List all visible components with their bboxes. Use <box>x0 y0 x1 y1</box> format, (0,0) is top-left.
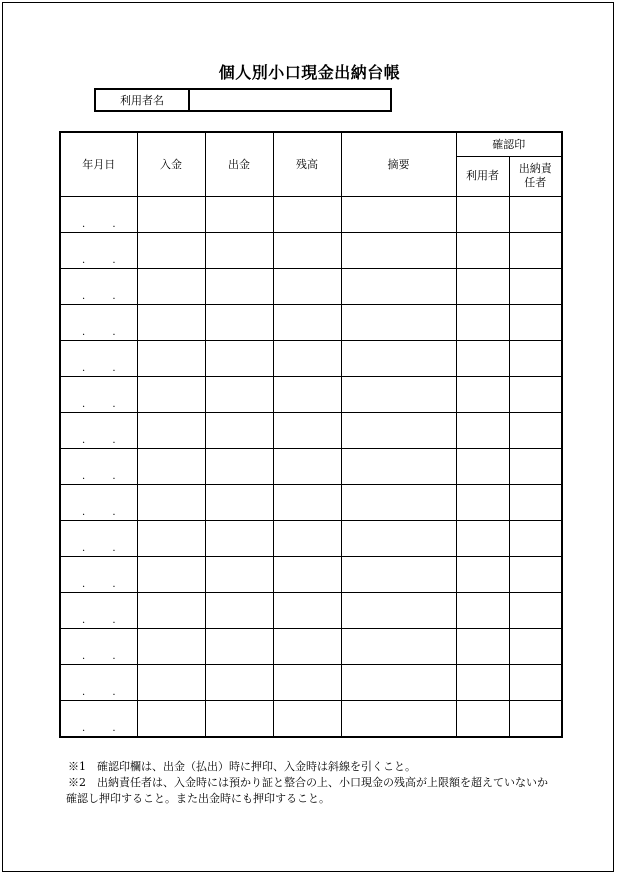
cell-deposit[interactable] <box>137 664 205 700</box>
cell-date[interactable] <box>60 412 137 448</box>
date-placeholder: . . <box>81 614 128 626</box>
ledger-body <box>60 196 562 737</box>
date-placeholder: . . <box>81 362 128 374</box>
cell-withdrawal[interactable] <box>205 664 273 700</box>
cell-withdrawal[interactable] <box>205 412 273 448</box>
table-row <box>60 484 562 520</box>
cell-summary[interactable] <box>341 484 456 520</box>
cell-balance[interactable] <box>273 628 341 664</box>
date-placeholder: . . <box>81 398 128 410</box>
note-2: ※2 出納責任者は、入金時には預かり証と整合の上、小口現金の残高が上限額を超えていないか確認し押印すること。また出金時にも押印すること。 <box>66 776 548 805</box>
cell-confirm-user[interactable] <box>456 628 509 664</box>
cell-balance[interactable] <box>273 520 341 556</box>
table-row <box>60 196 562 232</box>
cell-withdrawal[interactable] <box>205 232 273 268</box>
cell-confirm-officer[interactable] <box>509 340 562 376</box>
date-placeholder: . . <box>81 542 128 554</box>
cell-date[interactable] <box>60 196 137 232</box>
ledger-table <box>59 131 563 738</box>
header-confirm-officer-label: 出納責任者 <box>518 162 552 189</box>
date-placeholder: . . <box>81 578 128 590</box>
cell-date[interactable] <box>60 448 137 484</box>
cell-date[interactable] <box>60 592 137 628</box>
cell-balance[interactable] <box>273 304 341 340</box>
cell-confirm-officer[interactable] <box>509 520 562 556</box>
cell-confirm-officer[interactable] <box>509 232 562 268</box>
table-row <box>60 700 562 737</box>
header-confirm: 確認印 <box>456 132 562 156</box>
cell-confirm-user[interactable] <box>456 700 509 737</box>
cell-summary[interactable] <box>341 592 456 628</box>
user-name-box <box>94 88 392 112</box>
header-withdrawal: 出金 <box>205 132 273 196</box>
cell-confirm-user[interactable] <box>456 484 509 520</box>
cell-summary[interactable] <box>341 448 456 484</box>
cell-balance[interactable] <box>273 556 341 592</box>
cell-deposit[interactable] <box>137 484 205 520</box>
cell-date[interactable] <box>60 520 137 556</box>
cell-date[interactable] <box>60 628 137 664</box>
cell-summary[interactable] <box>341 700 456 737</box>
cell-confirm-user[interactable] <box>456 592 509 628</box>
cell-withdrawal[interactable] <box>205 556 273 592</box>
cell-confirm-user[interactable] <box>456 664 509 700</box>
cell-confirm-user[interactable] <box>456 196 509 232</box>
cell-withdrawal[interactable] <box>205 448 273 484</box>
cell-deposit[interactable] <box>137 628 205 664</box>
cell-confirm-officer[interactable] <box>509 556 562 592</box>
cell-date[interactable] <box>60 304 137 340</box>
table-row <box>60 232 562 268</box>
cell-summary[interactable] <box>341 232 456 268</box>
date-placeholder: . . <box>81 434 128 446</box>
cell-balance[interactable] <box>273 484 341 520</box>
date-placeholder: . . <box>81 722 128 734</box>
cell-deposit[interactable] <box>137 448 205 484</box>
cell-confirm-user[interactable] <box>456 376 509 412</box>
cell-summary[interactable] <box>341 340 456 376</box>
cell-date[interactable] <box>60 268 137 304</box>
cell-balance[interactable] <box>273 268 341 304</box>
table-row <box>60 520 562 556</box>
table-row <box>60 268 562 304</box>
header-confirm-officer <box>509 156 562 196</box>
table-row <box>60 304 562 340</box>
user-name-field[interactable] <box>190 90 390 110</box>
table-row <box>60 592 562 628</box>
cell-summary[interactable] <box>341 556 456 592</box>
table-row <box>60 412 562 448</box>
cell-withdrawal[interactable] <box>205 340 273 376</box>
cell-confirm-user[interactable] <box>456 340 509 376</box>
cell-deposit[interactable] <box>137 556 205 592</box>
cell-withdrawal[interactable] <box>205 592 273 628</box>
cell-confirm-user[interactable] <box>456 556 509 592</box>
cell-balance[interactable] <box>273 412 341 448</box>
cell-summary[interactable] <box>341 664 456 700</box>
table-row <box>60 664 562 700</box>
date-placeholder: . . <box>81 686 128 698</box>
cell-withdrawal[interactable] <box>205 304 273 340</box>
cell-withdrawal[interactable] <box>205 376 273 412</box>
cell-confirm-officer[interactable] <box>509 196 562 232</box>
note-1: ※1 確認印欄は、出金（払出）時に押印、入金時は斜線を引くこと。 <box>68 760 416 773</box>
cell-confirm-officer[interactable] <box>509 412 562 448</box>
cell-confirm-user[interactable] <box>456 520 509 556</box>
cell-confirm-user[interactable] <box>456 304 509 340</box>
cell-deposit[interactable] <box>137 304 205 340</box>
cell-confirm-officer[interactable] <box>509 376 562 412</box>
notes <box>66 759 556 807</box>
table-row <box>60 556 562 592</box>
cell-balance[interactable] <box>273 700 341 737</box>
cell-deposit[interactable] <box>137 376 205 412</box>
cell-date[interactable] <box>60 340 137 376</box>
cell-summary[interactable] <box>341 376 456 412</box>
cell-balance[interactable] <box>273 376 341 412</box>
header-confirm-user: 利用者 <box>456 156 509 196</box>
table-row <box>60 628 562 664</box>
cell-withdrawal[interactable] <box>205 484 273 520</box>
header-date: 年月日 <box>60 132 137 196</box>
cell-withdrawal[interactable] <box>205 196 273 232</box>
cell-confirm-user[interactable] <box>456 412 509 448</box>
date-placeholder: . . <box>81 650 128 662</box>
cell-confirm-officer[interactable] <box>509 592 562 628</box>
date-placeholder: . . <box>81 326 128 338</box>
cell-summary[interactable] <box>341 196 456 232</box>
header-summary: 摘要 <box>341 132 456 196</box>
cell-date[interactable] <box>60 484 137 520</box>
cell-summary[interactable] <box>341 304 456 340</box>
user-name-label: 利用者名 <box>96 90 190 110</box>
cell-date[interactable] <box>60 376 137 412</box>
cell-confirm-officer[interactable] <box>509 448 562 484</box>
table-row <box>60 340 562 376</box>
cell-deposit[interactable] <box>137 232 205 268</box>
cell-balance[interactable] <box>273 340 341 376</box>
header-deposit: 入金 <box>137 132 205 196</box>
date-placeholder: . . <box>81 290 128 302</box>
cell-date[interactable] <box>60 664 137 700</box>
cell-confirm-user[interactable] <box>456 448 509 484</box>
cell-balance[interactable] <box>273 448 341 484</box>
cell-date[interactable] <box>60 700 137 737</box>
cell-summary[interactable] <box>341 628 456 664</box>
cell-summary[interactable] <box>341 268 456 304</box>
cell-withdrawal[interactable] <box>205 520 273 556</box>
date-placeholder: . . <box>81 506 128 518</box>
cell-deposit[interactable] <box>137 340 205 376</box>
cell-deposit[interactable] <box>137 412 205 448</box>
date-placeholder: . . <box>81 470 128 482</box>
table-row <box>60 448 562 484</box>
header-balance: 残高 <box>273 132 341 196</box>
cell-balance[interactable] <box>273 592 341 628</box>
cell-confirm-user[interactable] <box>456 232 509 268</box>
cell-deposit[interactable] <box>137 520 205 556</box>
cell-balance[interactable] <box>273 196 341 232</box>
cell-confirm-officer[interactable] <box>509 664 562 700</box>
cell-withdrawal[interactable] <box>205 628 273 664</box>
cell-deposit[interactable] <box>137 196 205 232</box>
cell-confirm-officer[interactable] <box>509 268 562 304</box>
cell-balance[interactable] <box>273 664 341 700</box>
cell-deposit[interactable] <box>137 592 205 628</box>
date-placeholder: . . <box>81 254 128 266</box>
cell-balance[interactable] <box>273 232 341 268</box>
date-placeholder: . . <box>81 218 128 230</box>
cell-date[interactable] <box>60 556 137 592</box>
cell-summary[interactable] <box>341 520 456 556</box>
cell-deposit[interactable] <box>137 700 205 737</box>
page-title: 個人別小口現金出納台帳 <box>218 63 401 82</box>
cell-confirm-officer[interactable] <box>509 484 562 520</box>
cell-confirm-officer[interactable] <box>509 304 562 340</box>
cell-deposit[interactable] <box>137 268 205 304</box>
cell-summary[interactable] <box>341 412 456 448</box>
cell-confirm-officer[interactable] <box>509 628 562 664</box>
cell-withdrawal[interactable] <box>205 700 273 737</box>
table-row <box>60 376 562 412</box>
cell-confirm-user[interactable] <box>456 268 509 304</box>
cell-withdrawal[interactable] <box>205 268 273 304</box>
cell-confirm-officer[interactable] <box>509 700 562 737</box>
cell-date[interactable] <box>60 232 137 268</box>
